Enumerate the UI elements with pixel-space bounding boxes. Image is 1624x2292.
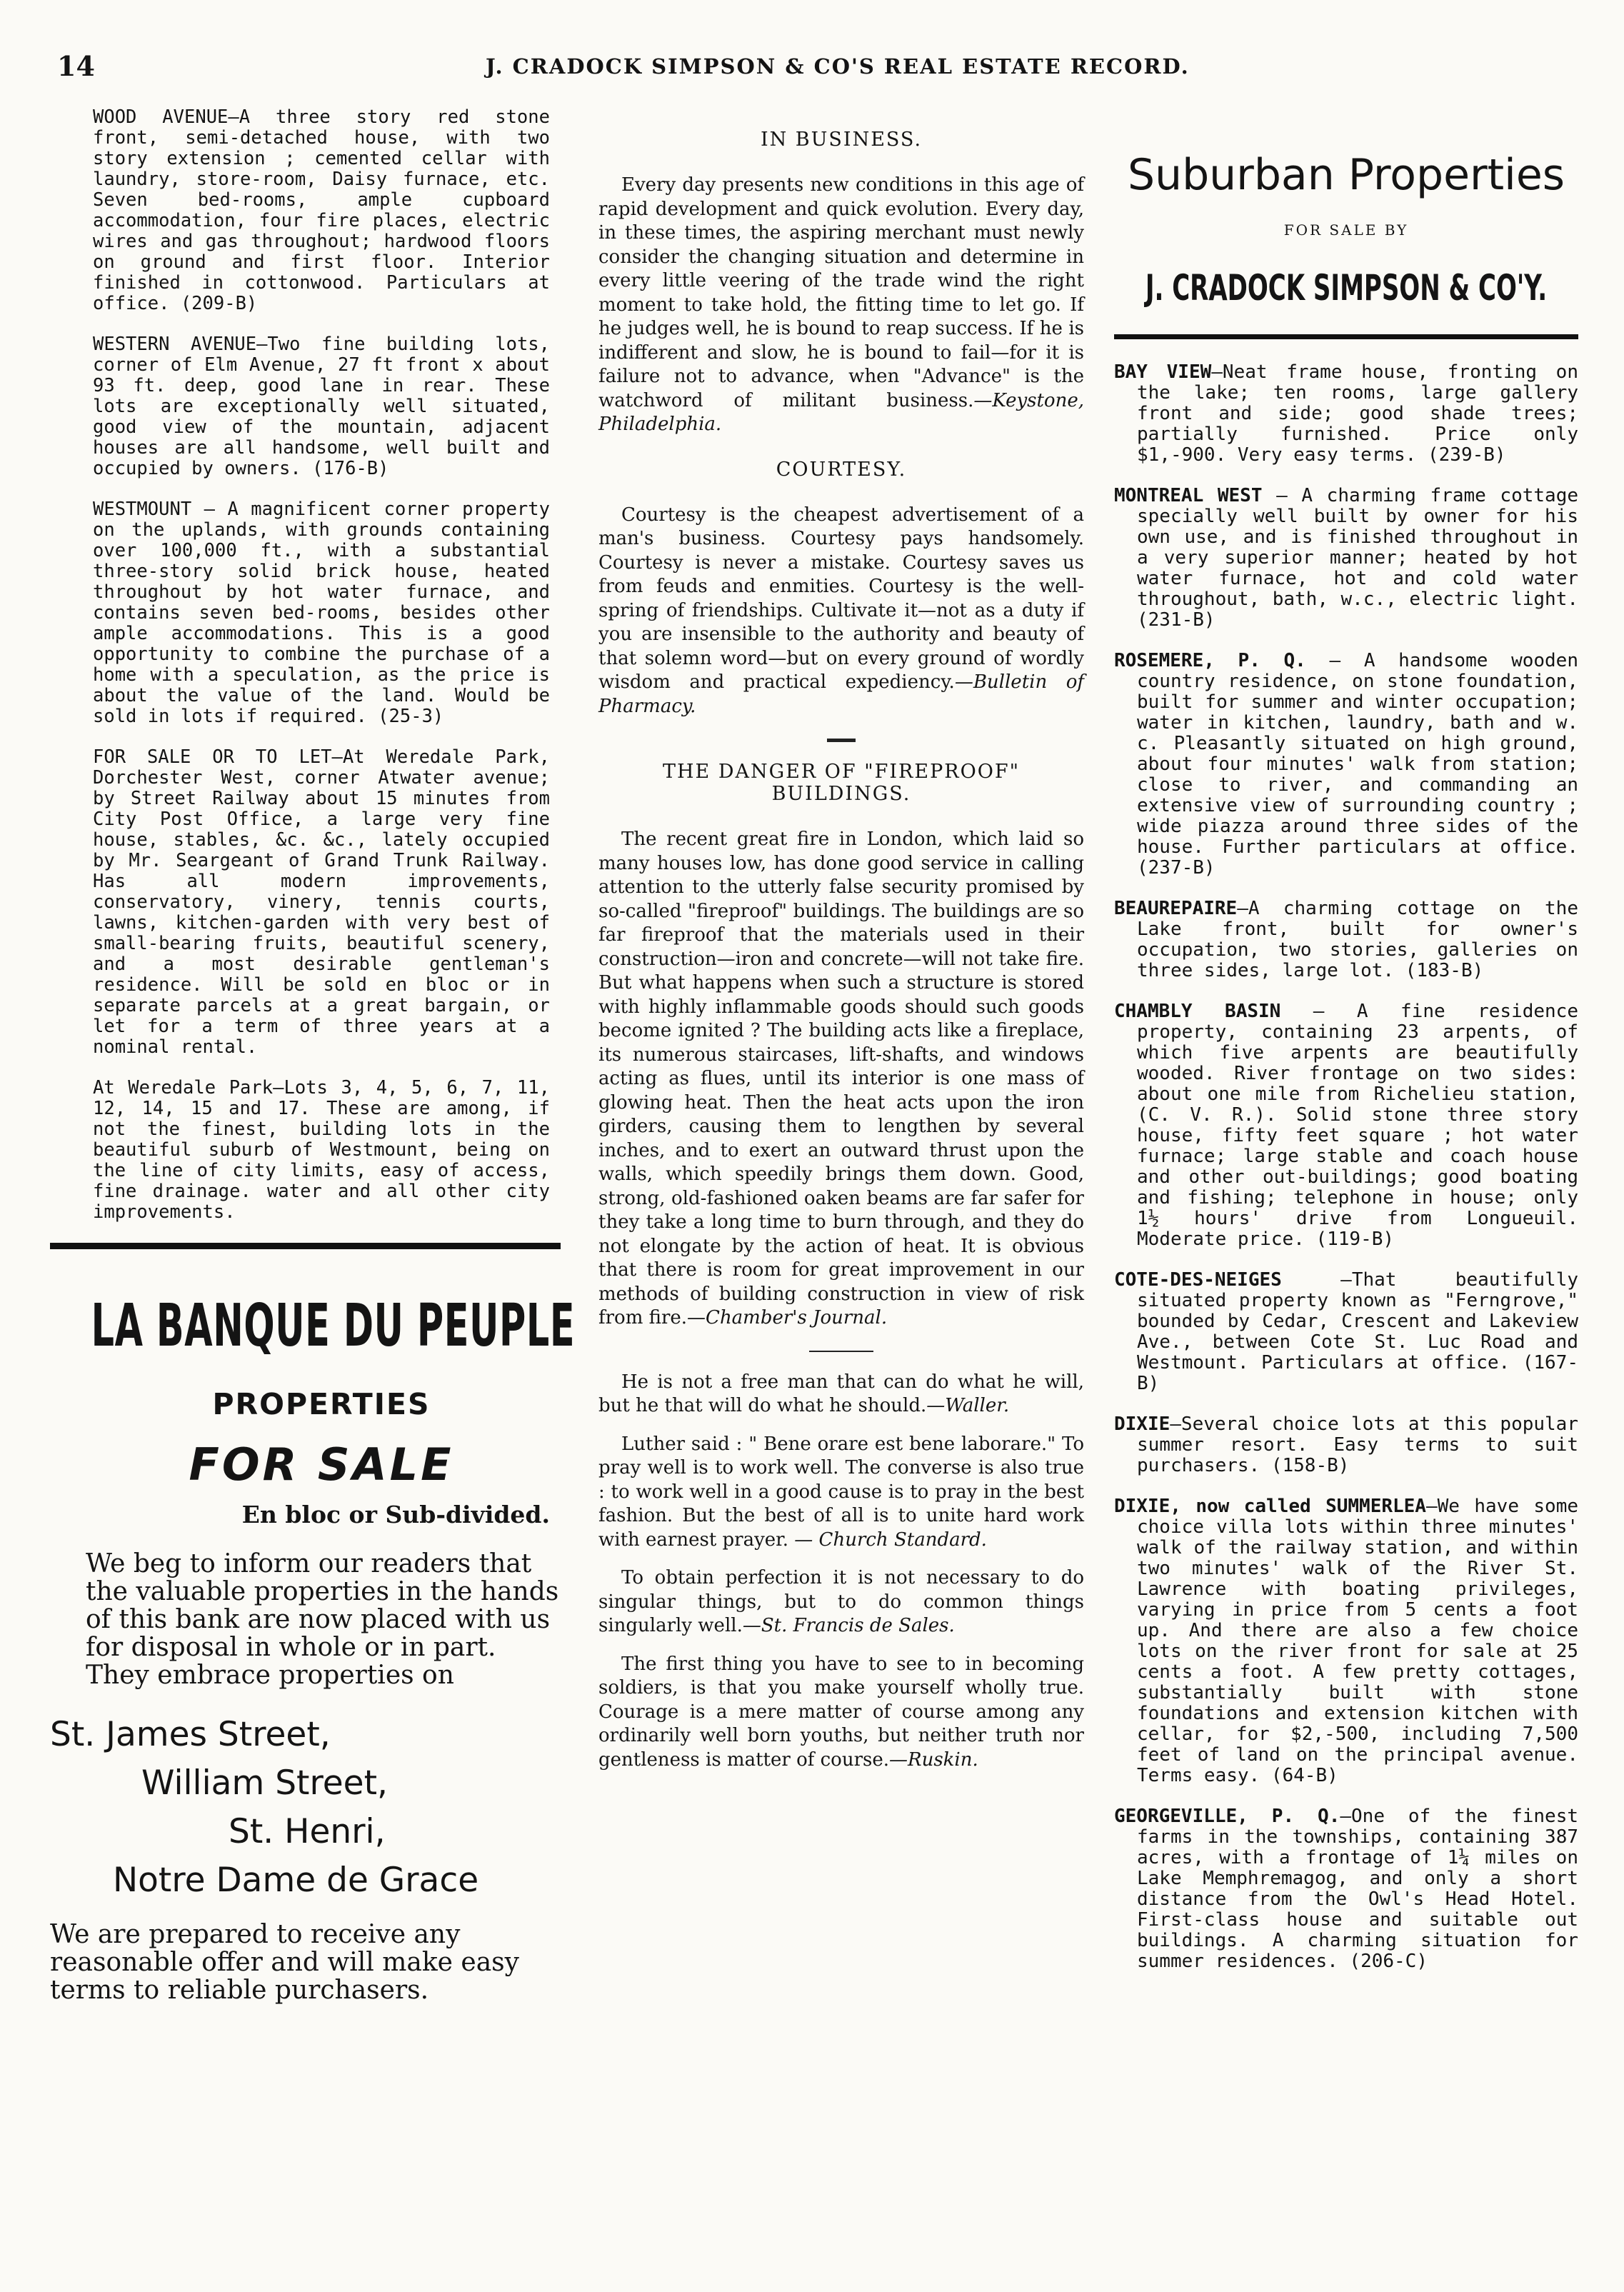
listing-dixie: DIXIE—Several choice lots at this popular summer resort. Easy terms to suit purchasers. (158-B) (1114, 1413, 1578, 1476)
section-rule (1114, 334, 1578, 339)
listing-georgeville: GEORGEVILLE, P. Q.—One of the finest farms in the townships, containing 387 acres, with a frontage of 1¼ miles on Lake Memphremagog, and only a short distance from the Owl's Head Hotel. First-class house and suitable out buildings. A charming situation for summer residences. (206-C) (1114, 1806, 1579, 1972)
running-title: J. CRADOCK SIMPSON & CO'S REAL ESTATE RECORD. (486, 54, 1190, 79)
article-title-fireproof: THE DANGER OF "FIREPROOF" BUILDINGS. (662, 761, 1021, 805)
ad-body (50, 1550, 564, 1689)
banque-ad (50, 1292, 576, 2005)
ad-body-1: We beg to inform our readers that the valuable properties in the hands of this bank are now placed with us for disposal in whole or in part. (86, 1549, 559, 1662)
for-sale-by: FOR SALE BY (1283, 221, 1409, 239)
quote-sales: To obtain perfection it is not necessary to do singular things, but to do common things singularly well.—St. Francis de Sales. (598, 1567, 1084, 1636)
ad-street: William Street, (141, 1763, 388, 1803)
ad-street: Notre Dame de Grace (113, 1861, 479, 1900)
agent-name: J. CRADOCK SIMPSON & CO'Y. (1145, 267, 1548, 309)
ad-streets (50, 1711, 550, 1905)
section-rule (50, 1243, 561, 1249)
listing-wood-avenue: WOOD AVENUE—A three story red stone front, semi-detached house, with two story extension ; cemented cellar with laundry, store-room, Daisy furnace, etc. Seven bed-rooms, ample cupboard accommodation, four fire places, electric wires and gas throughout; hardwood floors on ground and first floor. Interior finished in cottonwood. Particulars at office. (209-B) (93, 106, 550, 314)
article-body-business: Every day presents new conditions in this age of rapid development and quick evolution. Every day, in these times, the aspiring merchant must newly consider the changing situation and determine in every little veering of the trade wind the right moment to take hold, the fitting time to let go. If he judges well, he is bound to reap success. If he is indifferent and slow, he is bound to fail—for it is failure not to advance, when "Advance" is the watchword of militant business.—Keystone, Philadelphia. (598, 174, 1084, 435)
divider (827, 739, 856, 742)
listing-western-avenue: WESTERN AVENUE—Two fine building lots, corner of Elm Avenue, 27 ft front x about 93 ft. deep, good lane in rear. These lots are exceptionally well situated, good view of the mountain, adjacent houses are all handsome, well built and occupied by owners. (176-B) (93, 334, 551, 479)
listing-summerlea: DIXIE, now called SUMMERLEA—We have some choice villa lots within three minutes' walk of the railway station, and within two minutes' walk of the River St. Lawrence with boating privileges, varying in price from 5 cents a foot up. And there are also a few choice lots on the river front for sale at 25 cents a foot. A few pretty cottages, substantially built with stone foundations and extension kitchen with cellar, for $2,-500, including 7,500 feet of land on the principal avenue. Terms easy. (64-B) (1114, 1496, 1579, 1786)
listing-cote-des-neiges: COTE-DES-NEIGES —That beautifully situated property known as "Ferngrove," bounded by Cedar, Crescent and Lakeview Ave., between Cote St. Luc Road and Westmount. Particulars at office. (167-B) (1114, 1269, 1578, 1394)
ad-body-2: They embrace properties on (86, 1661, 454, 1690)
listing-rosemere: ROSEMERE, P. Q. — A handsome wooden country residence, on stone foundation, built for summer and winter occupation; water in kitchen, laundry, bath and w. c. Pleasantly situated on high ground, about four minutes' walk from station; close to river, and commanding an extensive view of surrounding country ; wide piazza around three sides of the house. Further particulars at office. (237-B) (1114, 650, 1578, 879)
article-title-courtesy: COURTESY. (776, 458, 907, 481)
ad-properties: PROPERTIES (212, 1387, 431, 1421)
listing-bay-view: BAY VIEW—Neat frame house, fronting on the lake; ten rooms, large gallery front and side; good shade trees; partially furnished. Price only $1,-900. Very easy terms. (239-B) (1114, 361, 1578, 466)
listing-westmount: WESTMOUNT — A magnificent corner property on the uplands, with grounds containing over 100,000 ft., with a substantial three-story solid brick house, heated throughout by hot water furnace, and contains seven bed-rooms, besides other ample accommodations. This is a good opportunity to combine the purchase of a home with a speculation, as the price is about the value of the land. Would be sold in lots if required. (25-3) (93, 499, 550, 727)
ad-closing: We are prepared to receive any reasonable offer and will make easy terms to reliable purchasers. (50, 1920, 519, 2005)
listing-beaurepaire: BEAUREPAIRE—A charming cottage on the Lake front, built for owner's occupation, two stories, galleries on three sides, large lot. (183-B) (1114, 898, 1578, 981)
listing-montreal-west: MONTREAL WEST — A charming frame cottage specially well built by owner for his own use, and is finished throughout in a very superior manner; heated by hot water furnace, hot and cold water throughout, bath, w.c., electric light. (231-B) (1114, 485, 1579, 631)
quote-ruskin: The first thing you have to see to in becoming soldiers, is that you make yourself wholly true. Courage is a mere matter of course among any ordinarily well born youths, but neither truth nor gentleness is matter of course.—Ruskin. (598, 1653, 1084, 1771)
article-title-business: IN BUSINESS. (760, 129, 923, 151)
page-header (57, 50, 1574, 100)
ad-street: St. Henri, (229, 1812, 386, 1851)
ad-for-sale: FOR SALE (189, 1438, 454, 1491)
suburban-title: Suburban Properties (1127, 150, 1565, 200)
quote-waller: He is not a free man that can do what he will, but he that will do what he should.—Waller. (598, 1371, 1084, 1416)
listing-chambly-basin: CHAMBLY BASIN — A fine residence property, containing 23 arpents, of which five arpents are beautifully wooded. River frontage on two sides: about one mile from Richelieu station, (C. V. R.). Solid stone three story house, fifty feet square ; hot water furnace; large stable and coach house and other out-buildings; good boating and fishing; telephone in house; only 1½ hours' drive from Longueuil. Moderate price. (119-B) (1114, 1001, 1578, 1250)
listing-weredale-lots: At Weredale Park—Lots 3, 4, 5, 6, 7, 11, 12, 14, 15 and 17. These are among, if not the finest, building lots in the beautiful suburb of Westmount, being on the line of city limits, easy of access, fine drainage. water and all other city improvements. (93, 1077, 550, 1223)
divider (809, 1351, 873, 1352)
page-number: 14 (57, 50, 95, 82)
left-column (50, 106, 576, 2005)
ad-street: St. James Street, (50, 1715, 331, 1754)
quote-luther: Luther said : " Bene orare est bene laborare." To pray well is to work well. The converse is also true : to work well in a good cause is to pray in the best fashion. But the best of all is to unite hard work with earnest prayer. — Church Standard. (598, 1433, 1084, 1551)
article-body-courtesy: Courtesy is the cheapest advertisement of a man's business. Courtesy pays handsomely. Courtesy is never a mistake. Courtesy saves us from feuds and enmities. Courtesy is the well-spring of friendships. Cultivate it—not as a duty if you are insensible to the authority and beauty of that solemn word—but on every ground of wordly wisdom and practical expediency.—Bulletin of Pharmacy. (598, 504, 1085, 717)
article-body-fireproof: The recent great fire in London, which laid so many houses low, has done good service in calling attention to the utterly false security promised by so-called "fireproof" buildings. The buildings are so far fireproof that the materials used in their construction—iron and concrete—will not take fire. But what happens when such a structure is stored with highly inflammable goods should such goods become ignited ? The building acts like a fireplace, its numerous staircases, lift-shafts, and windows acting as flues, until its interior is one mass of glowing heat. Then the heat acts upon the iron girders, causing them to lengthen by several inches, and to exert an outward thrust upon the walls, which speedily brings them down. Good, strong, old-fashioned oaken beams are far safer for they take a long time to burn through, and they do not elongate by the action of heat. It is obvious that there is room for great improvement in our methods of building construction in view of risk from fire.—Chamber's Journal. (598, 829, 1084, 1328)
ad-title: LA BANQUE DU PEUPLE (91, 1292, 576, 1360)
ad-en-bloc: En bloc or Sub-divided. (241, 1501, 550, 1528)
middle-column (598, 107, 1084, 1786)
listing-weredale-house: FOR SALE OR TO LET—At Weredale Park, Dorchester West, corner Atwater avenue; by Street Railway about 15 minutes from City Post Office, a large very fine house, stables, &c. &c., lately occupied by Mr. Seargeant of Grand Trunk Railway. Has all modern improvements, conservatory, vinery, tennis courts, lawns, kitchen-garden with very best of small-bearing fruits, beautiful scenery, and a most desirable gentleman's residence. Will be sold en bloc or in separate parcels at a great bargain, or let for a term of three years at a nominal rental. (93, 746, 550, 1058)
right-column (1114, 107, 1578, 1992)
